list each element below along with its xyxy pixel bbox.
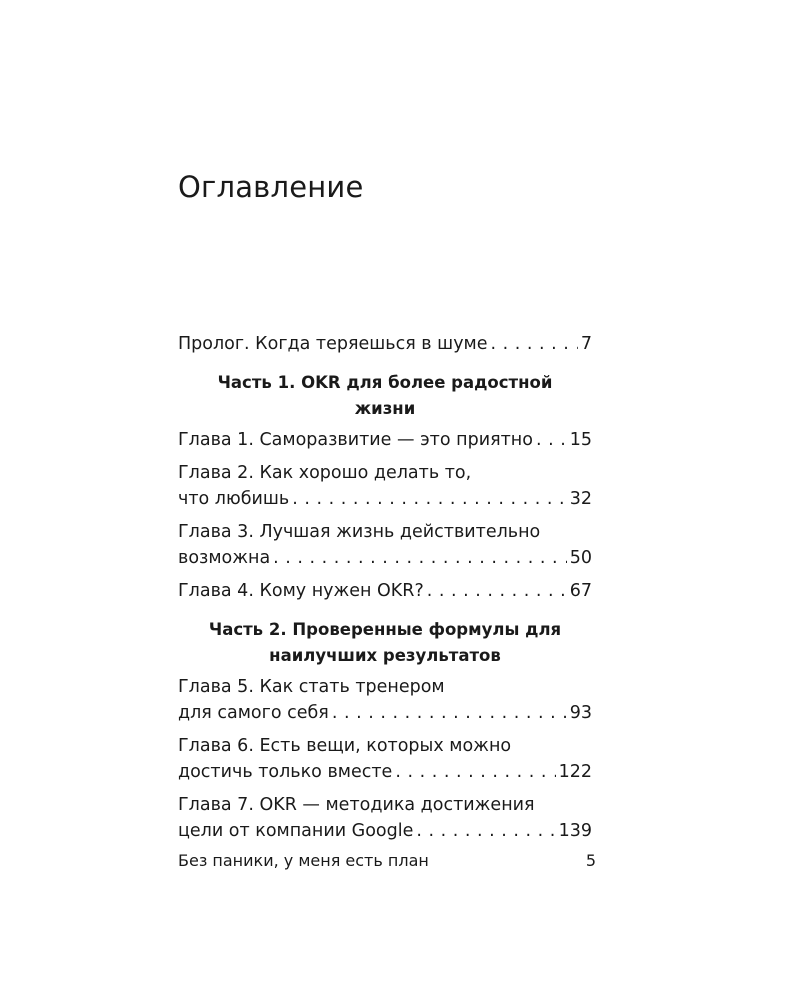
folio-page-number: 5	[585, 851, 596, 870]
toc-entry-chapter-6[interactable]	[178, 733, 592, 785]
page-footer	[178, 851, 596, 870]
entry-title-line: Глава 2. Как хорошо делать то,	[178, 463, 472, 483]
toc-entry-prologue[interactable]	[178, 331, 592, 357]
dot-leader	[332, 700, 567, 726]
toc-entry-chapter-2[interactable]	[178, 460, 592, 512]
dot-leader	[395, 759, 555, 785]
toc-entry-chapter-4[interactable]	[178, 578, 592, 604]
dot-leader	[292, 486, 567, 512]
dot-leader	[427, 578, 567, 604]
part-heading-1: Часть 1. OKR для более радостной жизни	[217, 373, 553, 418]
entry-page-number: 15	[569, 430, 592, 450]
entry-title-line: Глава 5. Как стать тренером	[178, 677, 445, 697]
toc-entry-chapter-3[interactable]	[178, 519, 592, 571]
toc-entry-chapter-1[interactable]	[178, 427, 592, 453]
page-title: Оглавление	[178, 170, 364, 204]
entry-title: Глава 1. Саморазвитие — это приятно	[178, 430, 533, 450]
entry-title: цели от компании Google	[178, 821, 414, 841]
entry-page-number: 67	[569, 581, 592, 601]
part-heading-2: Часть 2. Проверенные формулы для наилучших результатов	[208, 620, 562, 665]
dot-leader	[536, 427, 567, 453]
entry-page-number: 7	[580, 334, 592, 354]
entry-page-number: 32	[569, 489, 592, 509]
entry-page-number: 93	[569, 703, 592, 723]
entry-title: возможна	[178, 548, 271, 568]
running-title: Без паники, у меня есть план	[178, 851, 429, 870]
entry-page-number: 139	[558, 821, 592, 841]
entry-title-line: Глава 7. OKR — методика достижения	[178, 795, 535, 815]
entry-title: для самого себя	[178, 703, 329, 723]
entry-title: что любишь	[178, 489, 290, 509]
entry-title: Пролог. Когда теряешься в шуме	[178, 334, 488, 354]
dot-leader	[416, 818, 555, 844]
toc-entry-chapter-5[interactable]	[178, 674, 592, 726]
entry-title-line: Глава 6. Есть вещи, которых можно	[178, 736, 512, 756]
dot-leader	[273, 545, 567, 571]
table-of-contents	[178, 331, 592, 851]
toc-entry-chapter-7[interactable]	[178, 792, 592, 844]
entry-title: Глава 4. Кому нужен OKR?	[178, 581, 424, 601]
entry-title-line: Глава 3. Лучшая жизнь действительно	[178, 522, 541, 542]
dot-leader	[491, 331, 578, 357]
entry-page-number: 122	[558, 762, 592, 782]
entry-page-number: 50	[569, 548, 592, 568]
entry-title: достичь только вместе	[178, 762, 393, 782]
